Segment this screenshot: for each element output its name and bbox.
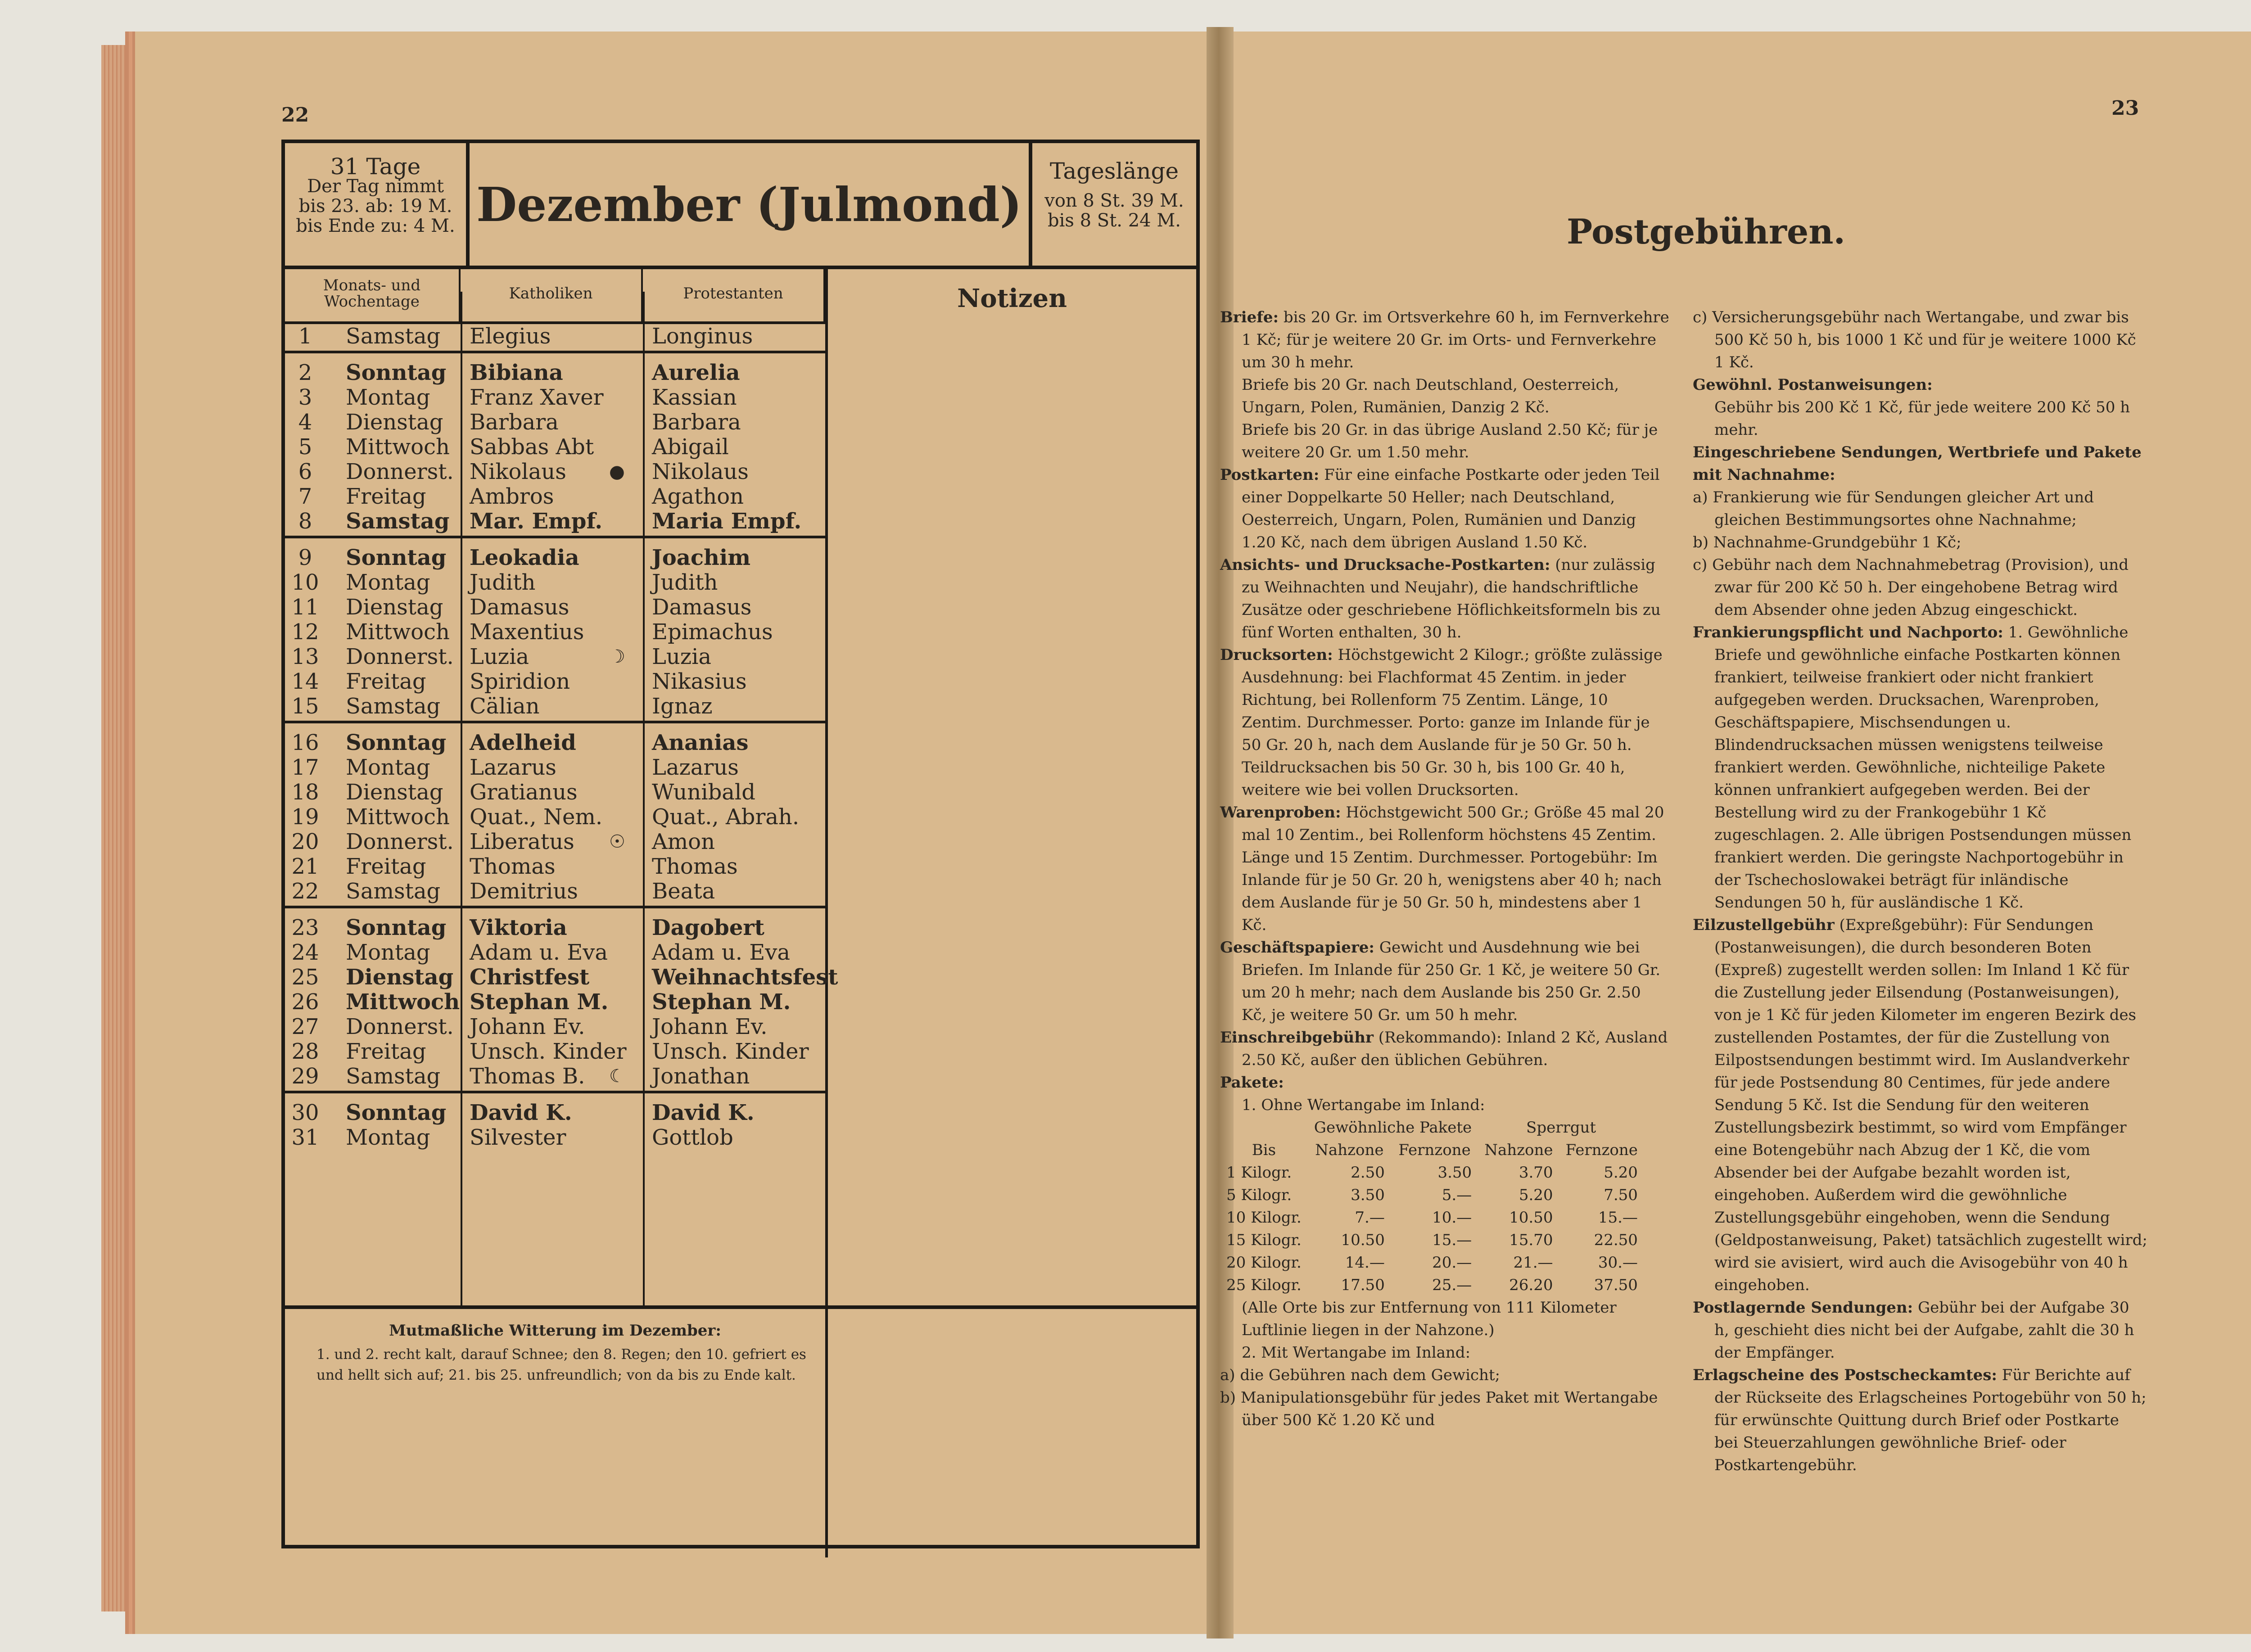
day-row	[285, 361, 825, 385]
day-number: 11	[291, 595, 319, 620]
catholic-saint: Barbara	[470, 410, 559, 435]
weekday: Montag	[346, 940, 430, 965]
day-row	[285, 879, 825, 904]
week-separator	[285, 351, 825, 353]
briefe-heading: Briefe:	[1220, 308, 1279, 326]
notes-column	[825, 266, 1196, 1305]
table-column-header	[1220, 1139, 1644, 1161]
postage-left-column	[1220, 306, 1670, 1431]
day-row	[285, 854, 825, 879]
eing-b: b) Nachnahme-Grundgebühr 1 Kč;	[1693, 533, 1962, 551]
day-number: 23	[291, 915, 319, 940]
weekday: Mittwoch	[346, 804, 450, 830]
table-column-label: Bis	[1252, 1141, 1276, 1159]
pakete-sub-2a: a) die Gebühren nach dem Gewicht;	[1220, 1366, 1500, 1384]
protestant-saint: Joachim	[652, 545, 750, 570]
day-row	[285, 1125, 825, 1150]
catholic-saint: Silvester	[470, 1125, 566, 1150]
day-number: 18	[291, 780, 319, 805]
day-row	[285, 620, 825, 645]
weekday: Mittwoch	[346, 434, 450, 460]
weekday: Freitag	[346, 669, 426, 694]
protestant-saint: Damasus	[652, 595, 752, 620]
briefe-text: bis 20 Gr. im Ortsverkehre 60 h, im Fernverkehre 1 Kč; für je weitere 20 Gr. im Orts- und Fernverkehre um 30 h mehr.	[1242, 308, 1669, 371]
weekday: Montag	[346, 570, 430, 595]
day-row	[285, 595, 825, 620]
weekday: Sonntag	[346, 360, 447, 385]
day-number: 15	[291, 694, 319, 719]
table-group-label: Gewöhnliche Pakete	[1314, 1119, 1472, 1137]
daylength-line2: bis 8 St. 24 M.	[1048, 210, 1181, 231]
table-cell: 10.50	[1341, 1231, 1385, 1249]
table-cell: 10.—	[1432, 1209, 1472, 1227]
catholic-saint: Bibiana	[470, 360, 563, 385]
catholic-saint: Mar. Empf.	[470, 509, 603, 534]
table-cell: 5.—	[1442, 1186, 1472, 1204]
table-cell: 20.—	[1432, 1254, 1472, 1272]
catholic-saint: Quat., Nem.	[470, 804, 603, 830]
table-column-label: Fernzone	[1565, 1141, 1638, 1159]
postl-heading: Postlagernde Sendungen:	[1693, 1299, 1913, 1317]
table-cell: 37.50	[1594, 1276, 1638, 1294]
protestant-saint: Barbara	[652, 410, 741, 435]
ansichts-heading: Ansichts- und Drucksache-Postkarten:	[1220, 556, 1550, 574]
table-column-label: Fernzone	[1398, 1141, 1471, 1159]
weather-notes-area	[825, 1305, 1199, 1557]
daylength-line1: von 8 St. 39 M.	[1044, 190, 1184, 211]
day-row	[285, 1064, 825, 1089]
protestant-saint: Nikolaus	[652, 459, 749, 484]
catholic-saint: Cälian	[470, 694, 540, 719]
day-row	[285, 410, 825, 435]
protestant-saint: Ignaz	[652, 694, 713, 719]
day-number: 21	[291, 854, 319, 879]
protestant-saint: Longinus	[652, 324, 753, 349]
table-cell: 1 Kilogr.	[1226, 1164, 1292, 1182]
catholic-saint: Nikolaus	[470, 459, 566, 484]
catholic-saint: David K.	[470, 1100, 572, 1125]
day-number: 5	[298, 434, 312, 460]
weekday: Samstag	[346, 509, 450, 534]
protestant-saint: Aurelia	[652, 360, 740, 385]
protestant-saint: Adam u. Eva	[652, 940, 790, 965]
protestant-saint: Unsch. Kinder	[652, 1039, 809, 1064]
weekday: Mittwoch	[346, 989, 460, 1015]
day-number: 8	[298, 509, 312, 534]
catholic-saint: Luzia	[470, 644, 529, 669]
eil-heading: Eilzustellgebühr	[1693, 916, 1835, 934]
weather-box	[285, 1305, 1196, 1383]
catholic-saint: Liberatus	[470, 829, 574, 854]
catholic-saint: Unsch. Kinder	[470, 1039, 627, 1064]
month-title: Dezember (Julmond)	[470, 143, 1032, 266]
catholic-saint: Gratianus	[470, 780, 578, 805]
moon-phase-icon: ●	[609, 461, 625, 482]
catholic-saint: Christfest	[470, 965, 590, 990]
catholic-saint: Thomas	[470, 854, 556, 879]
days-line3: bis Ende zu: 4 M.	[296, 216, 455, 236]
catholic-saint: Stephan M.	[470, 989, 609, 1015]
day-row	[285, 940, 825, 965]
briefe-text-3: Briefe bis 20 Gr. in das übrige Ausland 2.50 Kč; für je weitere 20 Gr. um 1.50 mehr.	[1242, 421, 1658, 461]
table-cell: 5.20	[1604, 1164, 1638, 1182]
weekday: Montag	[346, 755, 430, 780]
calendar-header	[285, 143, 1196, 269]
weekday: Freitag	[346, 484, 426, 509]
gesch-heading: Geschäftspapiere:	[1220, 939, 1374, 957]
catholic-saint: Franz Xaver	[470, 385, 604, 410]
catholic-saint: Damasus	[470, 595, 570, 620]
page-number-left: 22	[281, 104, 309, 126]
eing-heading: Eingeschriebene Sendungen, Wertbriefe und Pakete mit Nachnahme:	[1693, 443, 2142, 484]
weekday: Sonntag	[346, 1100, 447, 1125]
day-number: 19	[291, 804, 319, 830]
daylength-title: Tageslänge	[1049, 158, 1179, 184]
catholic-saint: Spiridion	[470, 669, 570, 694]
weekday: Samstag	[346, 694, 441, 719]
table-cell: 3.70	[1519, 1164, 1553, 1182]
table-row	[1220, 1274, 1644, 1296]
erlag-heading: Erlagscheine des Postscheckamtes:	[1693, 1366, 1997, 1384]
book-edge	[101, 45, 137, 1611]
protestant-saint: Kassian	[652, 385, 737, 410]
protestant-saint: David K.	[652, 1100, 755, 1125]
eing-a: a) Frankierung wie für Sendungen gleicher Art und gleichen Bestimmungsortes ohne Nachnahme;	[1693, 488, 2094, 529]
week-separator	[285, 721, 825, 723]
table-cell: 5 Kilogr.	[1226, 1186, 1292, 1204]
day-row	[285, 484, 825, 509]
day-number: 30	[291, 1100, 319, 1125]
catholic-saint: Ambros	[470, 484, 554, 509]
day-row	[285, 694, 825, 719]
catholic-saint: Elegius	[470, 324, 551, 349]
protestant-saint: Beata	[652, 879, 715, 904]
table-cell: 17.50	[1341, 1276, 1385, 1294]
catholic-saint: Demitrius	[470, 879, 578, 904]
weekday: Samstag	[346, 879, 441, 904]
gew-heading: Gewöhnl. Postanweisungen:	[1693, 376, 1933, 394]
table-cell: 2.50	[1351, 1164, 1385, 1182]
catholic-saint: Adelheid	[470, 730, 576, 755]
druck-text: Höchstgewicht 2 Kilogr.; größte zulässige Ausdehnung: bei Flachformat 45 Zentim. in jeder Richtung, bei Rollenform 75 Zentim. Länge, 10 Zentim. Durchmesser. Porto: ganze im Inlande für je 50 Gr. 20 h, nach dem Auslande für je 50 Gr. 50 h.	[1242, 646, 1663, 754]
druck-heading: Drucksorten:	[1220, 646, 1333, 664]
catholic-saint: Viktoria	[470, 915, 567, 940]
days-info	[285, 143, 470, 266]
weekday: Dienstag	[346, 965, 454, 990]
catholic-saint: Leokadia	[470, 545, 579, 570]
daylength-info	[1032, 143, 1196, 266]
protestant-saint: Abigail	[652, 434, 729, 460]
day-number: 13	[291, 644, 319, 669]
day-number: 3	[298, 385, 312, 410]
day-row	[285, 546, 825, 570]
day-number: 20	[291, 829, 319, 854]
protestant-saint: Dagobert	[652, 915, 764, 940]
day-number: 22	[291, 879, 319, 904]
protestant-saint: Jonathan	[652, 1064, 750, 1089]
day-row	[285, 1101, 825, 1125]
table-cell: 15.—	[1432, 1231, 1472, 1249]
table-cell: 10 Kilogr.	[1226, 1209, 1302, 1227]
catholic-saint: Sabbas Abt	[470, 434, 594, 460]
table-column-label: Nahzone	[1484, 1141, 1553, 1159]
table-cell: 15.—	[1598, 1209, 1638, 1227]
table-row	[1220, 1184, 1644, 1206]
day-number: 10	[291, 570, 319, 595]
table-cell: 10.50	[1509, 1209, 1553, 1227]
pakete-sub-1: 1. Ohne Wertangabe im Inland:	[1242, 1096, 1485, 1114]
weekday: Samstag	[346, 324, 441, 349]
day-row	[285, 324, 825, 349]
day-row	[285, 669, 825, 694]
calendar-table	[281, 140, 1200, 1548]
week-separator	[285, 536, 825, 538]
protestant-saint: Johann Ev.	[652, 1014, 768, 1039]
table-row	[1220, 1206, 1644, 1229]
protestant-saint: Nikasius	[652, 669, 747, 694]
frank-text: 1. Gewöhnliche Briefe und gewöhnliche einfache Postkarten können frankiert, teilweise frankiert oder nicht frankiert aufgegeben werden. Drucksachen, Warenproben, Geschäftspapiere, Mischsendungen u. Blindendrucksachen müssen wenigstens teilweise frankiert werden. Gewöhnliche, nichteilige Pakete können unfrankiert aufgegeben werden. Bei der Bestellung wird zu der Frankogebühr 1 Kč zugeschlagen. 2. Alle übrigen Postsendungen müssen frankiert werden. Die geringste Nachportogebühr in der Tschechoslowakei beträgt für inländische Sendungen 50 h, für ausländische 1 Kč.	[1714, 623, 2132, 912]
weekday: Freitag	[346, 854, 426, 879]
day-row	[285, 780, 825, 805]
col-catholic: Katholiken	[461, 266, 643, 324]
week-separator	[285, 906, 825, 908]
table-note: (Alle Orte bis zur Entfernung von 111 Kilometer Luftlinie liegen in der Nahzone.)	[1242, 1299, 1617, 1339]
postage-right-column	[1693, 306, 2147, 1476]
day-row	[285, 509, 825, 534]
weekday: Montag	[346, 1125, 430, 1150]
weather-title: Mutmaßliche Witterung im Dezember:	[389, 1322, 721, 1340]
moon-phase-icon: ☾	[609, 1066, 625, 1087]
moon-phase-icon: ☽	[609, 646, 625, 667]
weekday: Donnerst.	[346, 459, 454, 484]
table-cell: 5.20	[1519, 1186, 1553, 1204]
table-row	[1220, 1251, 1644, 1274]
day-row	[285, 570, 825, 595]
protestant-saint: Amon	[652, 829, 715, 854]
table-cell: 15.70	[1509, 1231, 1553, 1249]
protestant-saint: Maria Empf.	[652, 509, 802, 534]
table-column-label: Nahzone	[1315, 1141, 1384, 1159]
protestant-saint: Gottlob	[652, 1125, 733, 1150]
pakete-heading: Pakete:	[1220, 1074, 1284, 1092]
day-number: 29	[291, 1064, 319, 1089]
day-number: 9	[298, 545, 312, 570]
table-row	[1220, 1229, 1644, 1251]
days-line1: Der Tag nimmt	[307, 176, 444, 197]
table-group-label: Sperrgut	[1526, 1119, 1596, 1137]
weekday: Mittwoch	[346, 619, 450, 645]
day-number: 4	[298, 410, 312, 435]
day-row	[285, 916, 825, 940]
day-number: 25	[291, 965, 319, 990]
protestant-saint: Thomas	[652, 854, 738, 879]
day-number: 28	[291, 1039, 319, 1064]
day-row	[285, 1039, 825, 1064]
day-number: 6	[298, 459, 312, 484]
protestant-saint: Weihnachtsfest	[652, 965, 838, 990]
weekday: Donnerst.	[346, 829, 454, 854]
protestant-saint: Judith	[652, 570, 718, 595]
weekday: Donnerst.	[346, 1014, 454, 1039]
protestant-saint: Wunibald	[652, 780, 755, 805]
day-row	[285, 435, 825, 460]
day-number: 7	[298, 484, 312, 509]
frank-heading: Frankierungspflicht und Nachporto:	[1693, 623, 2003, 641]
druck-text-2: Teildrucksachen bis 50 Gr. 30 h, bis 100 Gr. 40 h, weitere wie bei vollen Drucksorten.	[1242, 758, 1625, 799]
table-cell: 7.50	[1604, 1186, 1638, 1204]
waren-heading: Warenproben:	[1220, 803, 1341, 821]
table-cell: 22.50	[1594, 1231, 1638, 1249]
pakete-sub-2: 2. Mit Wertangabe im Inland:	[1242, 1344, 1471, 1362]
day-number: 24	[291, 940, 319, 965]
weekday: Sonntag	[346, 545, 447, 570]
protestant-saint: Stephan M.	[652, 989, 791, 1015]
weekday: Dienstag	[346, 780, 443, 805]
parcel-fee-table	[1220, 1116, 1644, 1296]
weekday: Dienstag	[346, 410, 443, 435]
col-day: Monats- und Wochentage	[285, 266, 461, 324]
protestant-saint: Ananias	[652, 730, 749, 755]
day-row	[285, 731, 825, 755]
catholic-saint: Adam u. Eva	[470, 940, 608, 965]
day-row	[285, 385, 825, 410]
day-number: 31	[291, 1125, 319, 1150]
catholic-saint: Maxentius	[470, 619, 584, 645]
ansichts-text: (nur zulässig zu Weihnachten und Neujahr), die handschriftliche Zusätze oder geschriebene Höflichkeitsformeln bis zu fünf Worten enthalten, 30 h.	[1242, 556, 1661, 641]
gew-text: Gebühr bis 200 Kč 1 Kč, für jede weitere 200 Kč 50 h mehr.	[1714, 398, 2130, 439]
catholic-saint: Judith	[470, 570, 536, 595]
day-row	[285, 805, 825, 830]
weekday: Donnerst.	[346, 644, 454, 669]
postkarten-text: Für eine einfache Postkarte oder jeden Teil einer Doppelkarte 50 Heller; nach Deutschland, Oesterreich, Ungarn, Polen, Rumänien und Danzig 1.20 Kč, nach dem übrigen Ausland 1.50 Kč.	[1242, 466, 1660, 551]
protestant-saint: Agathon	[652, 484, 744, 509]
protestant-saint: Luzia	[652, 644, 712, 669]
pakete-sub-2b: b) Manipulationsgebühr für jedes Paket mit Wertangabe über 500 Kč 1.20 Kč und	[1220, 1389, 1658, 1429]
table-cell: 30.—	[1598, 1254, 1638, 1272]
erlag-text: Für Berichte auf der Rückseite des Erlagscheines Portogebühr von 50 h; für erwünschte Quittung durch Brief oder Postkarte bei Steuerzahlungen gewöhnliche Brief- oder Postkartengebühr.	[1714, 1366, 2147, 1474]
table-cell: 14.—	[1345, 1254, 1385, 1272]
table-cell: 7.—	[1355, 1209, 1385, 1227]
table-group-header	[1220, 1116, 1644, 1139]
eil-text: (Expreßgebühr): Für Sendungen (Postanweisungen), die durch besonderen Boten (Expreß) zugestellt werden sollen: Im Inland 1 Kč für die Zustellung jeder Eilsendung (Postanweisungen), von je 1 Kč für jeden Kilometer im engeren Bezirk des zustellenden Postamtes, der für die Zustellung von Eilpostsendungen bestimmt wird. Im Auslandverkehr für jede Postsendung 80 Centimes, für jede andere Sendung 5 Kč. Ist die Sendung für den weiteren Zustellungsbezirk bestimmt, so wird vom Empfänger eine Botengebühr nach Abzug der 1 Kč, die vom Absender bei der Aufgabe bezahlt worden ist, eingehoben. Außerdem wird die gewöhnliche Zustellungsgebühr eingehoben, wenn die Sendung (Geldpostanweisung, Paket) tatsächlich zugestellt wird; wird sie avisiert, wird auch die Avisogebühr von 40 h eingehoben.	[1714, 916, 2147, 1294]
postkarten-heading: Postkarten:	[1220, 466, 1320, 484]
days-title: 31 Tage	[330, 153, 421, 180]
weekday: Freitag	[346, 1039, 426, 1064]
weekday: Sonntag	[346, 915, 447, 940]
postl-text: Gebühr bei der Aufgabe 30 h, geschieht dies nicht bei der Aufgabe, zahlt die 30 h der Empfänger.	[1714, 1299, 2134, 1362]
day-number: 27	[291, 1014, 319, 1039]
day-row	[285, 965, 838, 990]
week-separator	[285, 1091, 825, 1093]
day-number: 2	[298, 360, 312, 385]
weekday: Sonntag	[346, 730, 447, 755]
day-row	[285, 755, 825, 780]
einschr-heading: Einschreibgebühr	[1220, 1029, 1374, 1047]
table-cell: 20 Kilogr.	[1226, 1254, 1302, 1272]
gesch-text: Gewicht und Ausdehnung wie bei Briefen. Im Inlande für 250 Gr. 1 Kč, je weitere 50 Gr. um 20 h mehr; nach dem Auslande bis 250 Gr. 2.50 Kč, je weitere 50 Gr. um 50 h mehr.	[1242, 939, 1661, 1024]
protestant-saint: Quat., Abrah.	[652, 804, 800, 830]
table-cell: 25 Kilogr.	[1226, 1276, 1302, 1294]
day-row	[285, 645, 825, 669]
day-number: 12	[291, 619, 319, 645]
day-row	[285, 830, 825, 854]
notes-title: Notizen	[957, 284, 1067, 313]
table-row	[1220, 1161, 1644, 1184]
table-cell: 26.20	[1509, 1276, 1553, 1294]
day-row	[285, 990, 825, 1015]
postage-title: Postgebühren.	[1567, 212, 1845, 252]
day-number: 17	[291, 755, 319, 780]
weekday: Samstag	[346, 1064, 441, 1089]
briefe-text-2: Briefe bis 20 Gr. nach Deutschland, Oesterreich, Ungarn, Polen, Rumänien, Danzig 2 Kč.	[1242, 376, 1619, 416]
waren-text: Höchstgewicht 500 Gr.; Größe 45 mal 20 mal 10 Zentim., bei Rollenform höchstens 45 Zentim. Länge und 15 Zentim. Durchmesser. Portogebühr: Im Inlande für je 50 Gr. 20 h, wenigstens aber 40 h; nach dem Auslande für je 50 Gr. 50 h, mindestens aber 1 Kč.	[1242, 803, 1664, 934]
table-cell: 25.—	[1432, 1276, 1472, 1294]
table-cell: 15 Kilogr.	[1226, 1231, 1302, 1249]
table-cell: 3.50	[1351, 1186, 1385, 1204]
page-number-right: 23	[2111, 97, 2139, 120]
catholic-saint: Johann Ev.	[470, 1014, 585, 1039]
col-protestant: Protestanten	[643, 266, 825, 324]
day-row	[285, 460, 825, 484]
weekday: Montag	[346, 385, 430, 410]
table-cell: 21.—	[1513, 1254, 1553, 1272]
protestant-saint: Lazarus	[652, 755, 739, 780]
eing-c: c) Gebühr nach dem Nachnahmebetrag (Provision), und zwar für 200 Kč 50 h. Der eingehobene Betrag wird dem Absender ohne jeden Abzug eingeschickt.	[1693, 556, 2129, 619]
versicherung-text: c) Versicherungsgebühr nach Wertangabe, und zwar bis 500 Kč 50 h, bis 1000 1 Kč und für je weitere 1000 Kč 1 Kč.	[1693, 308, 2136, 371]
day-row	[285, 1015, 825, 1039]
protestant-saint: Epimachus	[652, 619, 773, 645]
weather-text: 1. und 2. recht kalt, darauf Schnee; den 8. Regen; den 10. gefriert es und hellt sich auf; 21. bis 25. unfreundlich; von da bis zu Ende kalt.	[316, 1346, 806, 1383]
table-cell: 3.50	[1437, 1164, 1472, 1182]
day-number: 1	[298, 324, 312, 349]
einschr-text: (Rekommando): Inland 2 Kč, Ausland 2.50 Kč, außer den üblichen Gebühren.	[1242, 1029, 1668, 1069]
days-line2: bis 23. ab: 19 M.	[298, 196, 452, 217]
catholic-saint: Thomas B.	[470, 1064, 585, 1089]
moon-phase-icon: ☉	[609, 831, 625, 852]
catholic-saint: Lazarus	[470, 755, 556, 780]
weekday: Dienstag	[346, 595, 443, 620]
day-number: 14	[291, 669, 319, 694]
day-number: 16	[291, 730, 319, 755]
day-number: 26	[291, 989, 319, 1015]
